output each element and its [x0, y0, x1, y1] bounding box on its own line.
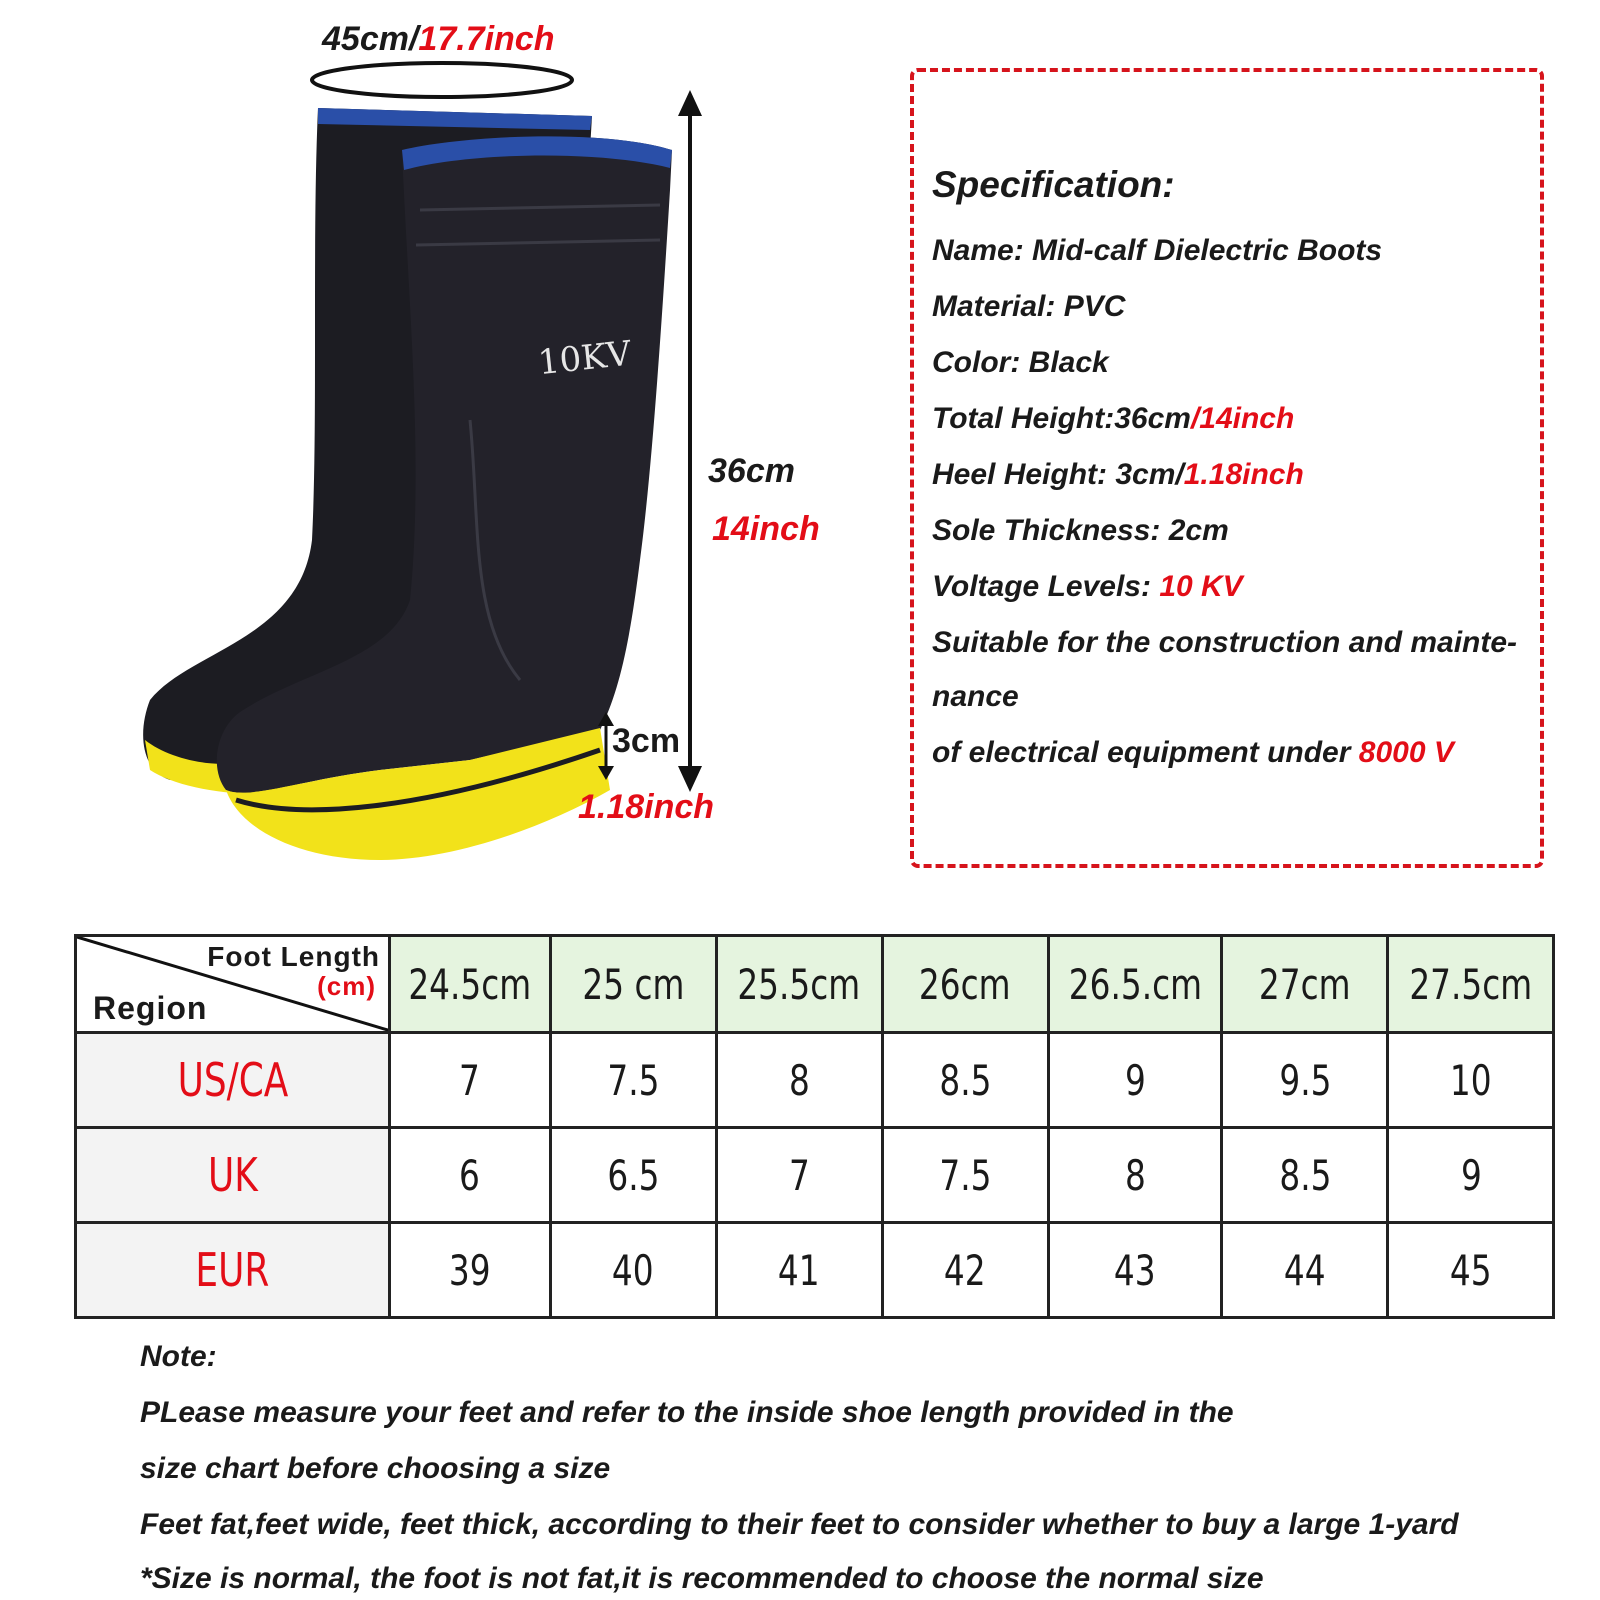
corner-foot-length: Foot Length	[207, 941, 380, 972]
note-line-1: PLease measure your feet and refer to the inside shoe length provided in the	[140, 1396, 1234, 1429]
spec-total-height-cm: Total Height:36cm	[932, 402, 1191, 435]
top-width-inch: 17.7inch	[418, 20, 555, 58]
table-header-row	[76, 936, 1554, 1033]
size-cell: 43	[1048, 1223, 1222, 1318]
size-cell: 6.5	[550, 1128, 716, 1223]
note-line-4: *Size is normal, the foot is not fat,it is recommended to choose the normal size	[140, 1562, 1264, 1595]
spec-voltage-value: 10 KV	[1159, 570, 1243, 603]
region-label: UK	[76, 1128, 390, 1223]
height-inch-label: 14inch	[712, 510, 820, 548]
corner-region: Region	[93, 990, 208, 1026]
height-arrow	[678, 90, 702, 792]
specification-box	[910, 68, 1544, 868]
size-chart-table	[74, 934, 1555, 1319]
front-boot	[217, 136, 672, 860]
spec-name: Name: Mid-calf Dielectric Boots	[932, 234, 1383, 267]
size-cell: 9.5	[1222, 1033, 1388, 1128]
spec-total-height	[932, 402, 1294, 436]
spec-voltage	[932, 570, 1243, 604]
spec-title: Specification:	[932, 164, 1175, 205]
corner-cell	[76, 936, 390, 1033]
spec-suitable-2: nance	[932, 680, 1019, 713]
note-line-3: Feet fat,feet wide, feet thick, according to their feet to consider whether to buy a large 1-yard	[140, 1508, 1459, 1541]
size-cell: 45	[1388, 1223, 1554, 1318]
size-cell: 44	[1222, 1223, 1388, 1318]
opening-ellipse	[312, 63, 572, 97]
spec-heel-height-inch: 1.18inch	[1183, 458, 1304, 491]
spec-total-height-inch: /14inch	[1190, 402, 1295, 435]
spec-heel-height	[932, 458, 1304, 492]
top-width-cm: 45cm/	[322, 20, 419, 58]
size-cell: 8.5	[1222, 1128, 1388, 1223]
spec-suitable-1: Suitable for the construction and mainte-	[932, 626, 1518, 659]
size-cell: 41	[716, 1223, 882, 1318]
foot-length-header: 24.5cm	[390, 936, 551, 1033]
size-cell: 7.5	[882, 1128, 1048, 1223]
size-cell: 6	[390, 1128, 551, 1223]
corner-unit: (cm)	[317, 971, 376, 1001]
size-cell: 9	[1048, 1033, 1222, 1128]
spec-material: Material: PVC	[932, 290, 1126, 323]
size-cell: 42	[882, 1223, 1048, 1318]
spec-heel-height-cm: Heel Height: 3cm/	[932, 458, 1184, 491]
heel-inch-label: 1.18inch	[578, 788, 715, 826]
table-row-us	[76, 1033, 1554, 1128]
top-width-label	[322, 20, 554, 59]
size-cell: 39	[390, 1223, 551, 1318]
note-title: Note:	[140, 1340, 217, 1373]
foot-length-header: 26.5.cm	[1048, 936, 1222, 1033]
spec-suitable-3	[932, 736, 1454, 770]
region-label: US/CA	[76, 1033, 390, 1128]
table-row-uk	[76, 1128, 1554, 1223]
spec-suitable-3-label: of electrical equipment under	[932, 736, 1359, 769]
foot-length-header: 27cm	[1222, 936, 1388, 1033]
boot-imprint-text: 10KV	[536, 333, 634, 384]
size-cell: 9	[1388, 1128, 1554, 1223]
spec-color: Color: Black	[932, 346, 1109, 379]
spec-suitable-3-value: 8000 V	[1358, 736, 1454, 769]
foot-length-header: 26cm	[882, 936, 1048, 1033]
heel-cm-label: 3cm	[612, 722, 681, 760]
note-line-2: size chart before choosing a size	[140, 1452, 611, 1485]
size-cell: 10	[1388, 1033, 1554, 1128]
size-cell: 8.5	[882, 1033, 1048, 1128]
size-cell: 7	[716, 1128, 882, 1223]
size-cell: 8	[716, 1033, 882, 1128]
size-cell: 7.5	[550, 1033, 716, 1128]
foot-length-header: 25 cm	[550, 936, 716, 1033]
foot-length-header: 27.5cm	[1388, 936, 1554, 1033]
foot-length-header: 25.5cm	[716, 936, 882, 1033]
size-cell: 40	[550, 1223, 716, 1318]
size-cell: 8	[1048, 1128, 1222, 1223]
region-label: EUR	[76, 1223, 390, 1318]
boot-illustration	[0, 0, 880, 900]
table-row-eur	[76, 1223, 1554, 1318]
size-cell: 7	[390, 1033, 551, 1128]
spec-voltage-label: Voltage Levels:	[932, 570, 1160, 603]
height-cm-label: 36cm	[708, 452, 795, 490]
spec-sole: Sole Thickness: 2cm	[932, 514, 1229, 547]
